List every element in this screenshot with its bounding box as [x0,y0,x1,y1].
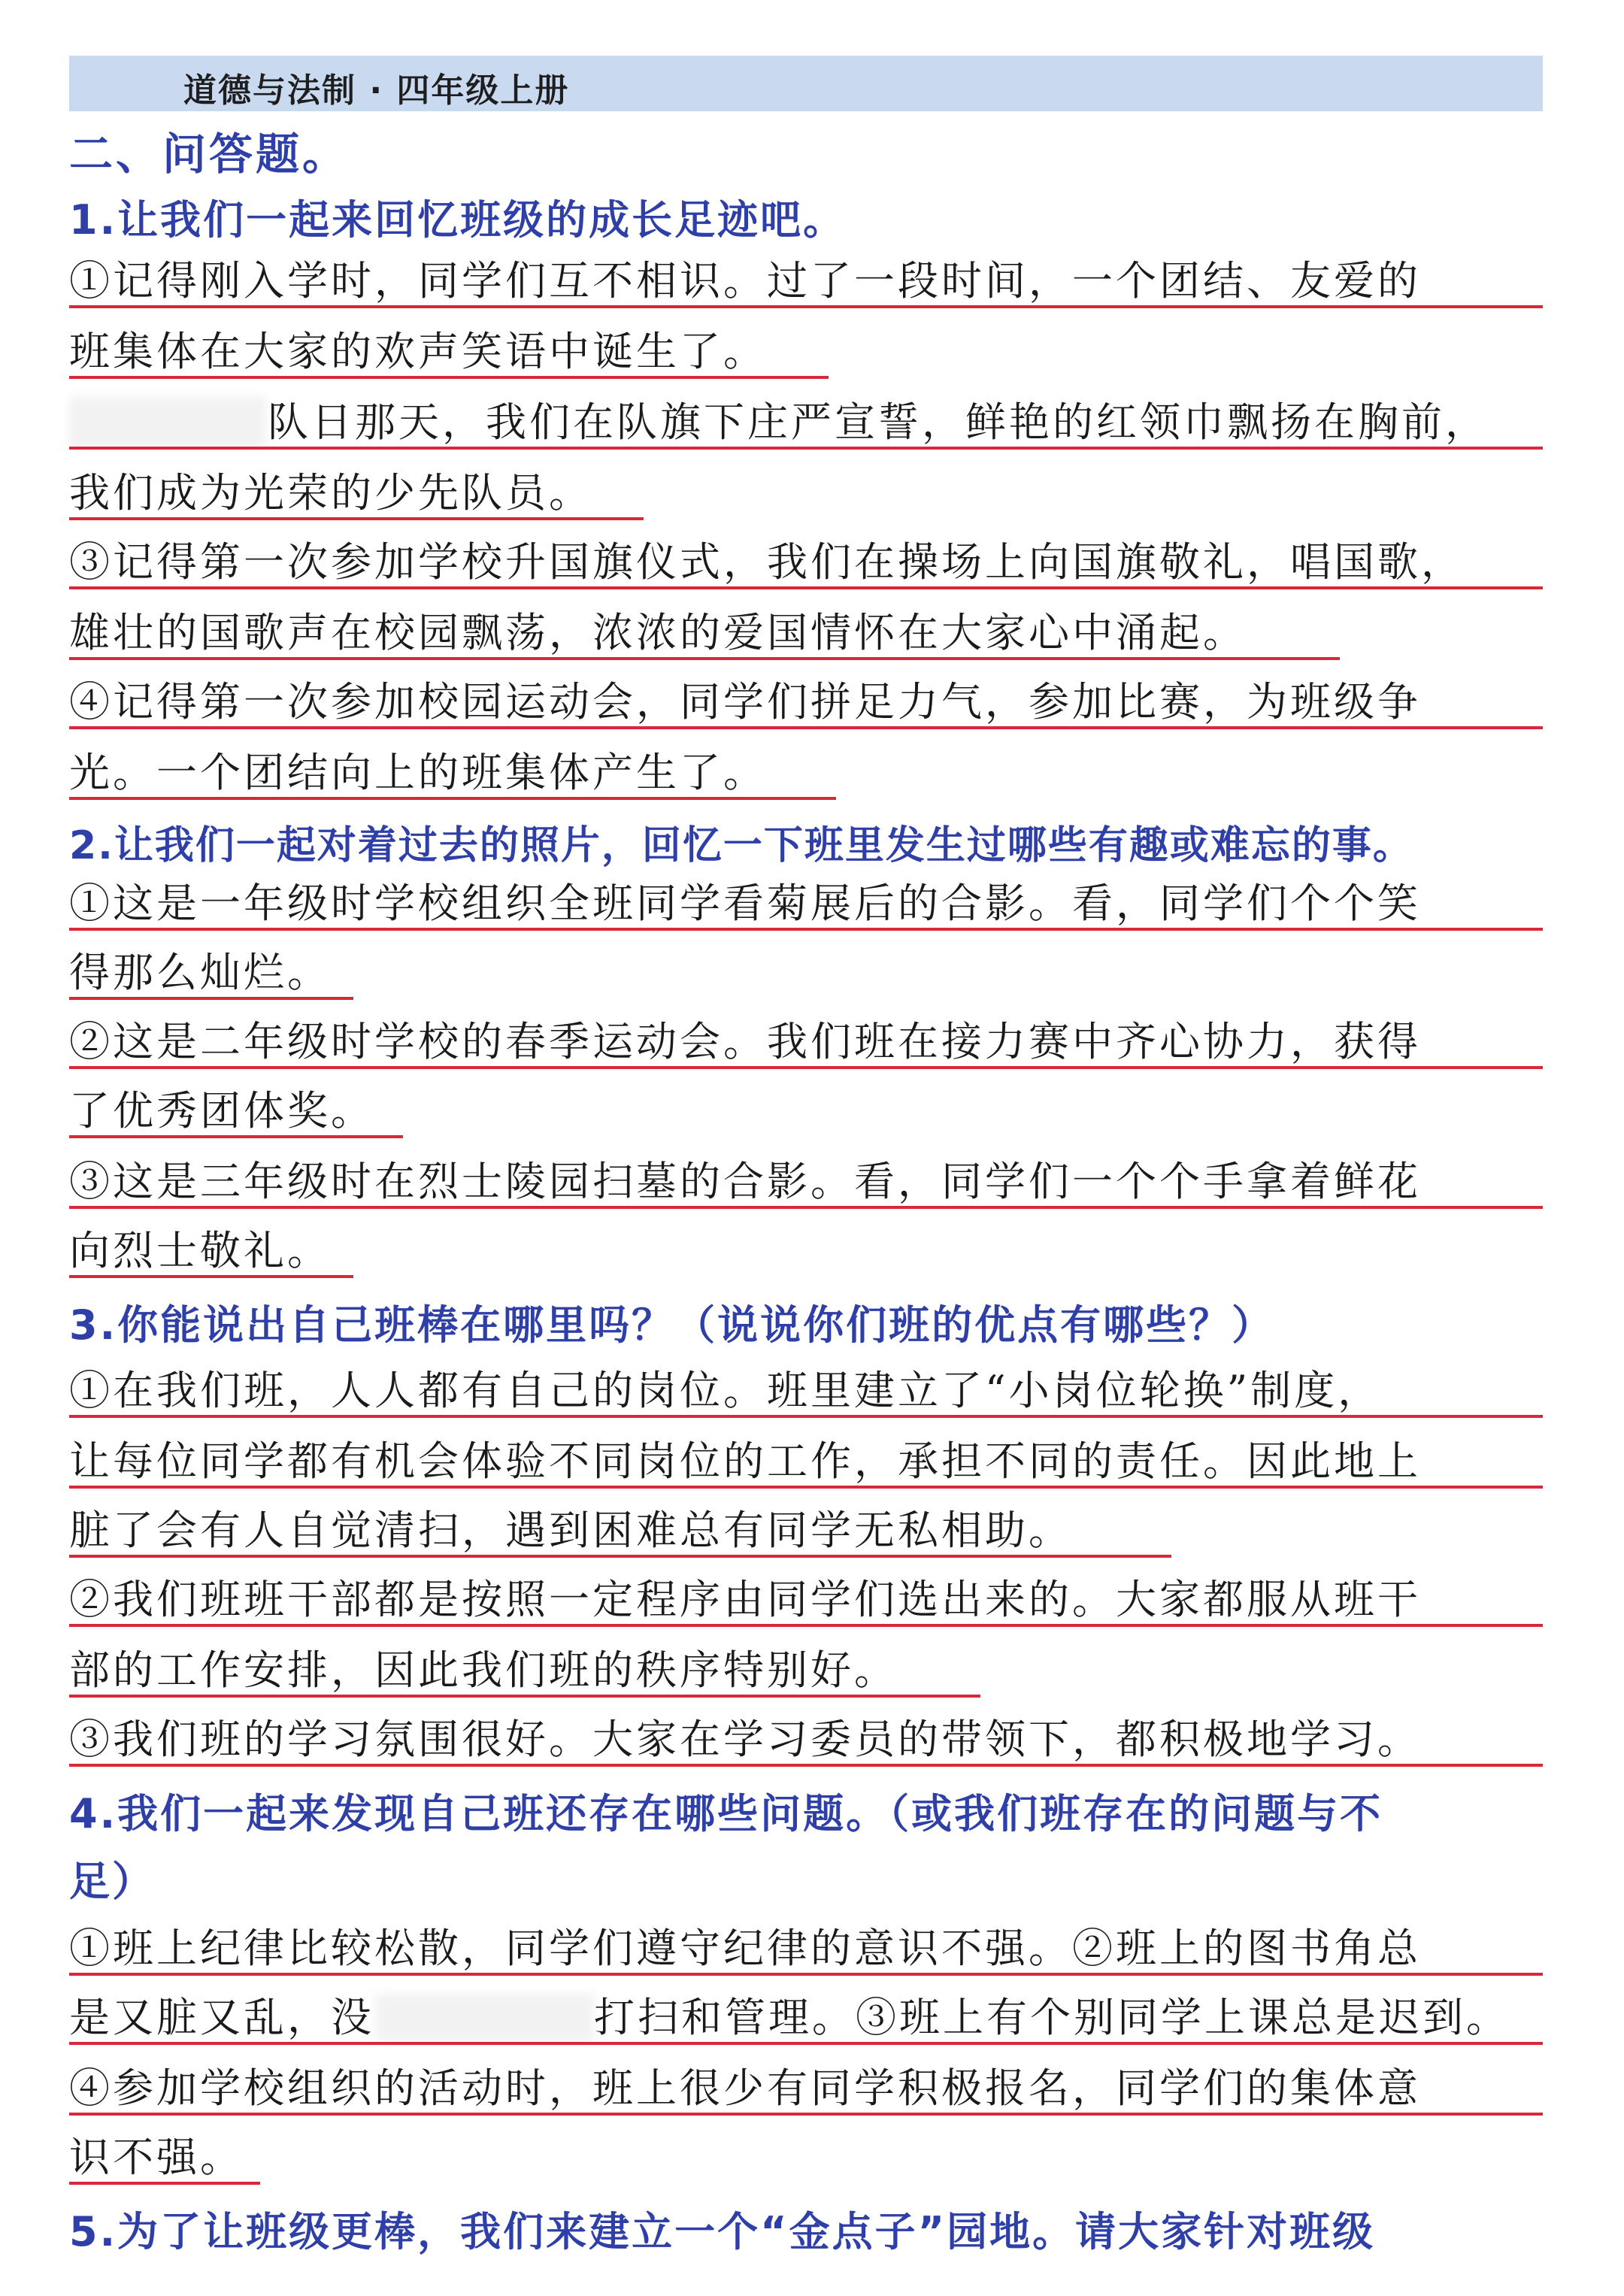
answer-line: 部的工作安排，因此我们班的秩序特别好。 [69,1646,898,1694]
answer-underline [69,447,1543,450]
answer-line: 让每位同学都有机会体验不同岗位的工作，承担不同的责任。因此地上 [69,1437,1421,1485]
answer-line: 光。一个团结向上的班集体产生了。 [69,749,767,796]
answer-line: 向烈士敬礼。 [69,1227,331,1274]
redacted-area [69,397,266,448]
answer-line: 雄壮的国歌声在校园飘荡，浓浓的爱国情怀在大家心中涌起。 [69,609,1247,656]
answer-underline [69,928,1543,931]
question-5: 5.为了让班级更棒，我们来建立一个“金点子”园地。请大家针对班级 [69,2208,1376,2255]
answer-line: 班集体在大家的欢声笑语中诞生了。 [69,328,767,375]
answer-line: 是又脏又乱，没 [69,1994,374,2041]
answer-underline [69,1066,1543,1069]
answer-line: 脏了会有人自觉清扫，遇到困难总有同学无私相助。 [69,1507,1072,1554]
answer-underline [69,1206,1543,1209]
question-3: 3.你能说出自己班棒在哪里吗？（说说你们班的优点有哪些？） [69,1301,1275,1349]
answer-underline [69,1486,1543,1489]
answer-underline [69,1555,1171,1558]
answer-underline [69,797,836,800]
answer-line: ③这是三年级时在烈士陵园扫墓的合影。看，同学们一个个手拿着鲜花 [69,1158,1421,1205]
answer-underline [69,726,1543,729]
question-4: 4.我们一起来发现自己班还存在哪些问题。（或我们班存在的问题与不 [69,1790,1383,1837]
answer-line: ②这是二年级时学校的春季运动会。我们班在接力赛中齐心协力，获得 [69,1018,1421,1065]
answer-line: ②我们班班干部都是按照一定程序由同学们选出来的。大家都服从班干 [69,1576,1421,1623]
answer-underline [69,1135,403,1138]
question-1: 1.让我们一起来回忆班级的成长足迹吧。 [69,196,847,244]
answer-underline [69,2113,1543,2116]
question-2: 2.让我们一起对着过去的照片，回忆一下班里发生过哪些有趣或难忘的事。 [69,823,1413,868]
answer-line: 打扫和管理。③班上有个别同学上课总是迟到。 [594,1994,1510,2041]
answer-underline [69,1415,1543,1418]
answer-line: ③记得第一次参加学校升国旗仪式，我们在操场上向国旗敬礼，唱国歌， [69,538,1465,586]
header-title: 道德与法制 · 四年级上册 [183,71,570,110]
answer-underline [69,2182,260,2185]
answer-line: ①这是一年级时学校组织全班同学看菊展后的合影。看，同学们个个笑 [69,880,1421,927]
redacted-area [376,1994,594,2042]
answer-line: 了优秀团体奖。 [69,1087,374,1134]
answer-line: ④参加学校组织的活动时，班上很少有同学积极报名，同学们的集体意 [69,2064,1421,2112]
answer-line: ①班上纪律比较松散，同学们遵守纪律的意识不强。②班上的图书角总 [69,1925,1421,1972]
answer-line: 我们成为光荣的少先队员。 [69,469,592,516]
answer-line: ③我们班的学习氛围很好。大家在学习委员的带领下，都积极地学习。 [69,1716,1421,1763]
section-title: 二、问答题。 [69,129,350,180]
answer-underline [69,1764,1543,1767]
answer-underline [69,1973,1543,1976]
answer-line: 得那么灿烂。 [69,949,331,996]
answer-underline [69,1624,1543,1627]
answer-underline [69,997,353,1000]
answer-underline [69,305,1543,308]
answer-underline [69,586,1543,589]
answer-line: 识不强。 [69,2134,244,2181]
answer-line: 队日那天，我们在队旗下庄严宣誓，鲜艳的红领巾飘扬在胸前， [268,398,1489,446]
answer-underline [69,2042,1543,2045]
answer-line: ①在我们班，人人都有自己的岗位。班里建立了“小岗位轮换”制度， [69,1367,1382,1414]
answer-underline [69,376,829,379]
answer-line: ①记得刚入学时，同学们互不相识。过了一段时间，一个团结、友爱的 [69,257,1421,304]
answer-underline [69,1275,353,1278]
answer-underline [69,657,1340,660]
question-4-continued: 足） [69,1858,155,1905]
header-band [69,56,1543,111]
answer-underline [69,517,644,520]
answer-line: ④记得第一次参加校园运动会，同学们拼足力气，参加比赛，为班级争 [69,678,1421,725]
answer-underline [69,1695,980,1698]
